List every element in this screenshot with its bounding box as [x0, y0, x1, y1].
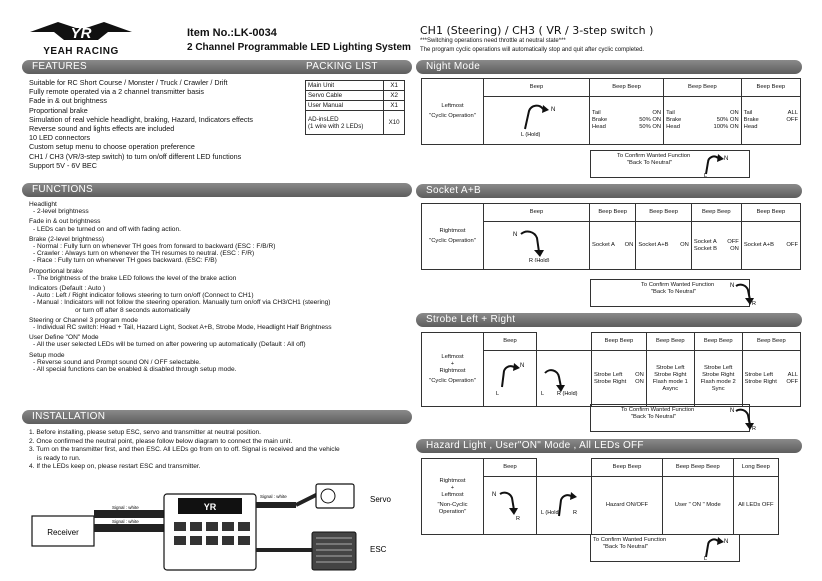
feature-item: Fully remote operated via a 2 channel transmitter basis	[29, 87, 204, 97]
turn-arrow-icon	[488, 357, 532, 397]
functions-heading: FUNCTIONS	[32, 184, 94, 195]
blank-cell	[537, 333, 592, 351]
svg-text:R: R	[516, 516, 520, 522]
function-heading: Proportional brake	[29, 267, 83, 275]
function-line: - Race : Fully turn on whenever TH goes backward. (ESC: F/B)	[33, 257, 217, 265]
function-heading: Indicators (Default : Auto )	[29, 285, 106, 293]
feature-item: 10 LED connectors	[29, 133, 91, 143]
hazard-table: Rightmost + Leftmost "Non-Cyclic Operation" Beep Beep Beep Beep Beep Beep Long Beep N R L (Hold) R Hazard ON/OFF User " ON " Mode All LEDs OFF	[421, 458, 779, 535]
function-line: - Auto : Left / Right indicator follows steering to turn on/off (Connect to CH1)	[33, 292, 254, 300]
feature-item: Simulation of real vehicle headlight, braking, Hazard, Indicators effects	[29, 114, 253, 124]
night-col-3: Tail ALL Brake OFF Head	[741, 97, 800, 145]
right-note: The program cyclic operations will automatically stop and quit after cyclic completed.	[420, 47, 645, 53]
installation-steps	[29, 429, 409, 472]
brand-logo	[28, 18, 134, 58]
function-heading: Setup mode	[29, 351, 65, 359]
svg-text:N: N	[724, 539, 729, 545]
svg-text:N: N	[724, 156, 729, 162]
confirm-arrow-icon	[700, 533, 730, 561]
features-list	[29, 78, 299, 170]
night-arrow-cell	[484, 97, 590, 145]
install-step: 3. Turn on the transmitter first, and then ESC. All LEDs go from on to off. Signal is received and the vehicle	[29, 446, 340, 454]
function-line: - All the user selected LEDs will be turned on after powering up automatically (Default : All off)	[33, 341, 306, 349]
turn-arrow-icon	[539, 484, 589, 524]
unit-logo: YR	[203, 502, 217, 512]
svg-text:R: R	[752, 426, 756, 431]
svg-text:R: R	[573, 510, 577, 516]
product-title: 2 Channel Programmable LED Lighting System	[187, 42, 411, 53]
function-line: - LEDs can be turned on and off with fading action.	[33, 225, 181, 233]
svg-text:L: L	[704, 556, 708, 561]
svg-text:R (Hold): R (Hold)	[528, 258, 549, 262]
packing-table: Main Unit X1 Servo Cable X2 User Manual X1 AD-insLED (1 wire with 2 LEDs) X10	[305, 80, 405, 135]
features-heading: FEATURES	[32, 61, 87, 72]
svg-text:N: N	[730, 408, 735, 414]
svg-text:L: L	[541, 391, 545, 397]
svg-text:N: N	[520, 363, 525, 369]
function-heading: Headlight	[29, 201, 57, 208]
turn-arrow-icon	[507, 101, 567, 137]
packing-heading: PACKING LIST	[306, 61, 378, 72]
item-number: Item No.:LK-0034	[187, 27, 277, 39]
turn-arrow-icon	[539, 357, 589, 397]
hazard-heading-bar: Hazard Light , User"ON" Mode , All LEDs OFF	[416, 439, 802, 453]
function-line: - Individual RC switch: Head + Tail, Hazard Light, Socket A+B, Strobe Mode, Headlight Half Brightness	[33, 324, 332, 332]
function-line: - Crawler : Always turn on whenever the TH resumes to neutral. (ESC : F/R)	[33, 250, 255, 258]
function-heading: Steering or Channel 3 program mode	[29, 316, 138, 324]
signal-label: Signal : white	[260, 494, 287, 499]
feature-item: Suitable for RC Short Course / Monster / Truck / Crawler / Drift	[29, 78, 228, 87]
svg-text:N: N	[550, 107, 555, 113]
night-confirm-box: To Confirm Wanted Function "Back To Neutral"	[590, 150, 750, 178]
feature-item: Custom setup menu to choose operation preference	[29, 142, 195, 152]
function-heading: Fade in & out brightness	[29, 218, 101, 226]
function-line: - Reverse sound and Prompt sound ON / OFF selectable.	[33, 358, 201, 366]
svg-text:N: N	[512, 232, 517, 238]
feature-item: Fade in & out brightness	[29, 96, 107, 106]
turn-arrow-icon	[488, 484, 532, 524]
function-line: - All special functions can be enabled & disabled through setup mode.	[33, 366, 237, 374]
socket-heading-bar: Socket A+B	[416, 184, 802, 198]
function-line: - Manual : Indicators will not follow the steering operation. Manually turn on/off via CH3/CH1 (steering)	[33, 299, 331, 307]
svg-text:N: N	[730, 283, 735, 289]
feature-item: Reverse sound and lights effects are included	[29, 124, 175, 134]
night-col-1: Tail ON Brake 50% ON Head 50% ON	[590, 97, 664, 145]
function-line: - Normal : Fully turn on whenever TH goes from forward to backward (ESC : F/B/R)	[33, 243, 276, 251]
confirm-arrow-icon	[728, 278, 758, 306]
svg-text:L: L	[704, 173, 708, 178]
receiver-label: Receiver	[47, 528, 79, 537]
turn-arrow-icon	[507, 226, 567, 262]
night-table: Leftmost "Cyclic Operation" Beep Beep Beep Beep Beep Beep Beep N L (Hold) Tail ON Brake 50% ON Head 50% ON Tail ON Brake 50% ON Head 100% ON Tail ALL Brake OFF Head	[421, 78, 801, 145]
svg-text:R (Hold): R (Hold)	[557, 391, 578, 397]
svg-text:R: R	[752, 301, 756, 306]
confirm-arrow-icon	[728, 403, 758, 431]
function-line: - The brightness of the brake LED follows the level of the brake action	[33, 274, 237, 282]
esc-label: ESC	[370, 545, 387, 554]
function-heading: User Define "ON" Mode	[29, 334, 99, 342]
strobe-table: Leftmost + Rightmost "Cyclic Operation" Beep Beep Beep Beep Beep Beep Beep Beep Beep N L L R (Hold) Strobe Left ON Strobe Right ON Strobe Left Strobe Right Flash mode 1 Async Strobe Left Strobe Right Flash mode 2 Sync Strobe Left ALL Strobe Right OFF	[421, 332, 801, 407]
installation-heading: INSTALLATION	[32, 411, 106, 422]
svg-text:YR: YR	[70, 25, 92, 42]
right-note: ***Switching operations need throttle at neutral state***	[420, 38, 566, 44]
functions-list	[29, 201, 409, 373]
night-heading-bar: Night Mode	[416, 60, 802, 74]
socket-table: Rightmost "Cyclic Operation" Beep Beep Beep Beep Beep Beep Beep Beep Beep N R (Hold) Socket A ON Socket A+B ON Socket A OFF Socket B ON Socket A+B OFF	[421, 203, 801, 270]
feature-item: Support 5V - 6V BEC	[29, 160, 97, 170]
install-step: 4. If the LEDs keep on, please restart ESC and transmitter.	[29, 463, 201, 471]
function-heading: Brake (2-level brightness)	[29, 235, 105, 243]
right-title: CH1 (Steering) / CH3 ( VR / 3-step switch )	[420, 24, 654, 37]
function-line: or turn off after 8 seconds automatically	[75, 306, 191, 314]
install-step: 1. Before installing, please setup ESC, servo and transmitter at neutral position.	[29, 429, 262, 436]
signal-label: Signal : white	[112, 519, 139, 524]
strobe-confirm-box: To Confirm Wanted Function "Back To Neutral"	[590, 404, 750, 432]
hazard-confirm-box: To Confirm Wanted Function "Back To Neutral"	[590, 534, 740, 562]
svg-text:L: L	[496, 391, 500, 397]
functions-heading-bar	[22, 183, 412, 197]
socket-confirm-box: To Confirm Wanted Function "Back To Neutral"	[590, 279, 750, 307]
feature-item: Proportional brake	[29, 105, 88, 115]
function-line: - 2-level brightness	[33, 208, 89, 216]
svg-text:L (Hold): L (Hold)	[541, 510, 561, 516]
install-step: is ready to run.	[37, 454, 81, 462]
feature-item: CH1 / CH3 (VR/3-step switch) to turn on/off different LED functions	[29, 151, 242, 161]
strobe-heading-bar: Strobe Left + Right	[416, 313, 802, 327]
install-step: 2. Once confirmed the neutral point, please follow below diagram to connect the main unit.	[29, 437, 293, 445]
servo-label: Servo	[370, 495, 391, 504]
features-heading-bar	[22, 60, 412, 74]
wiring-diagram	[28, 480, 412, 576]
blank-cell	[537, 459, 592, 477]
signal-label: Signal : white	[112, 505, 139, 510]
svg-text:YEAH RACING: YEAH RACING	[43, 46, 119, 57]
svg-text:L (Hold): L (Hold)	[520, 132, 540, 137]
installation-heading-bar	[22, 410, 412, 424]
confirm-arrow-icon	[700, 150, 730, 178]
night-col-2: Tail ON Brake 50% ON Head 100% ON	[664, 97, 742, 145]
svg-text:N: N	[492, 492, 497, 498]
